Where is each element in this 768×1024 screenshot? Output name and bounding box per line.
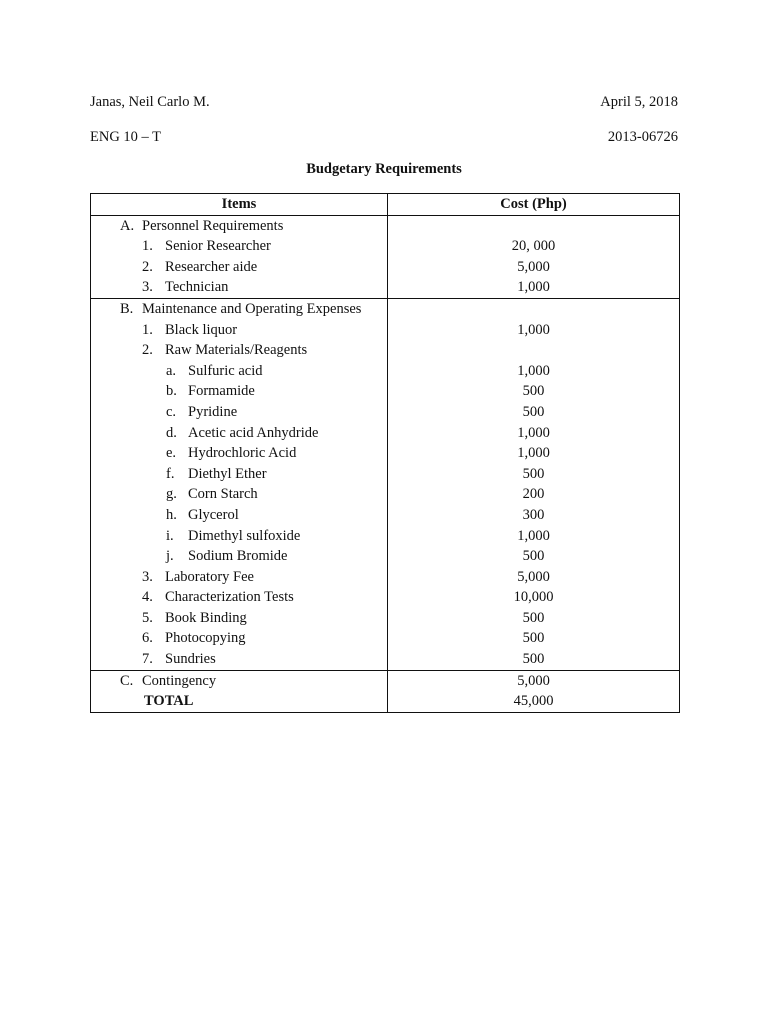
cost-cell: 500 bbox=[388, 464, 680, 485]
cost-cell: 500 bbox=[388, 649, 680, 670]
item-label: Photocopying bbox=[165, 630, 246, 647]
item-cell bbox=[91, 423, 388, 444]
table-row bbox=[91, 443, 680, 464]
item-cell bbox=[91, 649, 388, 670]
item-marker: 1. bbox=[142, 238, 153, 255]
item-marker: 3. bbox=[142, 279, 153, 296]
item-marker: a. bbox=[166, 362, 177, 379]
item-marker: i. bbox=[166, 527, 174, 544]
item-cell bbox=[91, 257, 388, 278]
cost-cell: 1,000 bbox=[388, 423, 680, 444]
column-header-cost: Cost (Php) bbox=[388, 194, 680, 216]
table-body bbox=[91, 215, 680, 712]
item-cell bbox=[91, 484, 388, 505]
item-cell bbox=[91, 464, 388, 485]
table-header-row bbox=[91, 194, 680, 216]
item-marker: e. bbox=[166, 445, 177, 462]
item-label: Personnel Requirements bbox=[142, 217, 284, 234]
item-marker: B. bbox=[120, 300, 134, 317]
item-marker: j. bbox=[166, 548, 174, 565]
item-cell bbox=[91, 567, 388, 588]
table-row bbox=[91, 215, 680, 236]
item-label: Sodium Bromide bbox=[188, 548, 288, 565]
item-cell bbox=[91, 381, 388, 402]
item-marker: 3. bbox=[142, 568, 153, 585]
table-row bbox=[91, 608, 680, 629]
item-label: Book Binding bbox=[165, 609, 247, 626]
item-label: Acetic acid Anhydride bbox=[188, 424, 319, 441]
table-row bbox=[91, 423, 680, 444]
table-row bbox=[91, 381, 680, 402]
item-cell bbox=[91, 361, 388, 382]
item-label: Sulfuric acid bbox=[188, 362, 263, 379]
total-cost: 45,000 bbox=[388, 691, 680, 712]
table-row bbox=[91, 361, 680, 382]
item-marker: h. bbox=[166, 506, 177, 523]
item-marker: 2. bbox=[142, 342, 153, 359]
total-label: TOTAL bbox=[91, 691, 388, 712]
table-row bbox=[91, 628, 680, 649]
item-cell bbox=[91, 443, 388, 464]
table-row bbox=[91, 298, 680, 319]
item-cell bbox=[91, 587, 388, 608]
student-number: 2013-06726 bbox=[607, 129, 678, 145]
column-header-items: Items bbox=[91, 194, 388, 216]
item-label: Hydrochloric Acid bbox=[188, 445, 297, 462]
table-row bbox=[91, 546, 680, 567]
item-marker: c. bbox=[166, 403, 177, 420]
cost-cell: 5,000 bbox=[388, 670, 680, 691]
item-marker: 5. bbox=[142, 609, 153, 626]
table-row bbox=[91, 567, 680, 588]
table-row bbox=[91, 236, 680, 257]
item-marker: 1. bbox=[142, 321, 153, 338]
table-row bbox=[91, 340, 680, 361]
item-marker: 7. bbox=[142, 651, 153, 668]
item-marker: 2. bbox=[142, 258, 153, 275]
item-marker: A. bbox=[120, 217, 135, 234]
cost-cell bbox=[388, 215, 680, 236]
item-marker: g. bbox=[166, 486, 177, 503]
table-row bbox=[91, 526, 680, 547]
total-row bbox=[91, 691, 680, 712]
cost-cell: 5,000 bbox=[388, 257, 680, 278]
item-marker: 4. bbox=[142, 589, 153, 606]
document-date: April 5, 2018 bbox=[600, 94, 678, 110]
item-cell bbox=[91, 546, 388, 567]
cost-cell bbox=[388, 298, 680, 319]
item-marker: C. bbox=[120, 672, 134, 689]
table-row bbox=[91, 505, 680, 526]
table-row bbox=[91, 320, 680, 341]
cost-cell: 500 bbox=[388, 628, 680, 649]
cost-cell: 1,000 bbox=[388, 277, 680, 298]
cost-cell: 300 bbox=[388, 505, 680, 526]
cost-cell: 1,000 bbox=[388, 361, 680, 382]
item-label: Black liquor bbox=[165, 321, 238, 338]
item-marker: d. bbox=[166, 424, 177, 441]
item-marker: f. bbox=[166, 465, 175, 482]
cost-cell: 5,000 bbox=[388, 567, 680, 588]
item-cell bbox=[91, 526, 388, 547]
table-row bbox=[91, 464, 680, 485]
item-label: Glycerol bbox=[188, 506, 239, 523]
item-label: Diethyl Ether bbox=[188, 465, 267, 482]
cost-cell: 1,000 bbox=[388, 320, 680, 341]
cost-cell: 500 bbox=[388, 402, 680, 423]
document-title: Budgetary Requirements bbox=[306, 161, 462, 177]
table-row bbox=[91, 277, 680, 298]
table-row bbox=[91, 670, 680, 691]
cost-cell bbox=[388, 340, 680, 361]
item-label: Dimethyl sulfoxide bbox=[188, 527, 301, 544]
item-marker: 6. bbox=[142, 630, 153, 647]
table-row bbox=[91, 257, 680, 278]
item-label: Senior Researcher bbox=[165, 238, 271, 255]
item-cell bbox=[91, 670, 388, 691]
item-cell bbox=[91, 320, 388, 341]
course-code: ENG 10 – T bbox=[90, 129, 162, 145]
item-label: Sundries bbox=[165, 651, 216, 668]
cost-cell: 500 bbox=[388, 546, 680, 567]
item-label: Maintenance and Operating Expenses bbox=[142, 300, 362, 317]
item-cell bbox=[91, 340, 388, 361]
item-cell bbox=[91, 505, 388, 526]
cost-cell: 10,000 bbox=[388, 587, 680, 608]
cost-cell: 1,000 bbox=[388, 443, 680, 464]
table-row bbox=[91, 484, 680, 505]
item-label: Raw Materials/Reagents bbox=[165, 342, 308, 359]
item-label: Researcher aide bbox=[165, 258, 258, 275]
item-label: Formamide bbox=[188, 383, 255, 400]
item-cell bbox=[91, 236, 388, 257]
item-label: Characterization Tests bbox=[165, 589, 294, 606]
item-cell bbox=[91, 402, 388, 423]
cost-cell: 20, 000 bbox=[388, 236, 680, 257]
item-cell bbox=[91, 215, 388, 236]
cost-cell: 500 bbox=[388, 608, 680, 629]
item-label: Technician bbox=[165, 279, 229, 296]
table-row bbox=[91, 587, 680, 608]
item-label: Pyridine bbox=[188, 403, 238, 420]
item-label: Laboratory Fee bbox=[165, 568, 254, 585]
budget-table bbox=[90, 193, 680, 713]
table-row bbox=[91, 649, 680, 670]
item-marker: b. bbox=[166, 383, 177, 400]
item-cell bbox=[91, 628, 388, 649]
table-row bbox=[91, 402, 680, 423]
author-name: Janas, Neil Carlo M. bbox=[90, 94, 210, 110]
item-cell bbox=[91, 298, 388, 319]
item-cell bbox=[91, 277, 388, 298]
item-label: Contingency bbox=[142, 672, 217, 689]
cost-cell: 200 bbox=[388, 484, 680, 505]
item-label: Corn Starch bbox=[188, 486, 258, 503]
cost-cell: 500 bbox=[388, 381, 680, 402]
item-cell bbox=[91, 608, 388, 629]
cost-cell: 1,000 bbox=[388, 526, 680, 547]
